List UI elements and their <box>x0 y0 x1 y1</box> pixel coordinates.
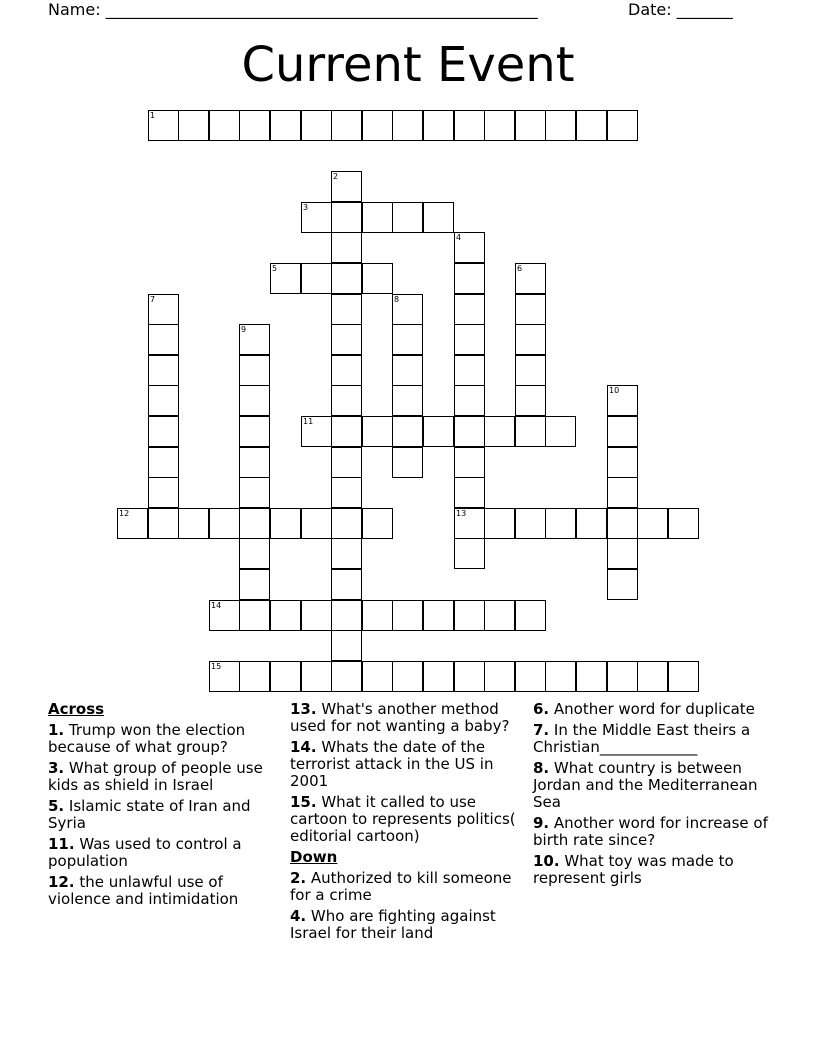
clue-across-12: 12. the unlawful use of violence and intimidation <box>48 873 239 908</box>
grid-cell[interactable] <box>454 477 485 508</box>
grid-cell[interactable] <box>270 661 301 692</box>
grid-cell[interactable] <box>331 294 362 325</box>
grid-cell[interactable] <box>301 263 332 294</box>
grid-cell[interactable] <box>607 538 638 569</box>
grid-cell[interactable] <box>545 110 576 141</box>
clue-across-1: 1. Trump won the election because of what group? <box>48 721 246 756</box>
grid-cell[interactable] <box>270 110 301 141</box>
clue-number: 6 <box>517 264 523 273</box>
date-label: Date: <box>628 0 677 19</box>
grid-cell[interactable] <box>270 263 301 294</box>
grid-cell[interactable] <box>117 508 148 539</box>
grid-cell[interactable] <box>392 416 423 447</box>
grid-cell[interactable] <box>637 661 668 692</box>
grid-cell[interactable] <box>148 416 179 447</box>
grid-cell[interactable] <box>331 661 362 692</box>
page-title: Current Event <box>241 37 575 93</box>
grid-cell[interactable] <box>178 508 209 539</box>
grid-cell[interactable] <box>454 600 485 631</box>
grid-cell[interactable] <box>362 661 393 692</box>
grid-cell[interactable] <box>392 355 423 386</box>
grid-cell[interactable] <box>545 416 576 447</box>
grid-cell[interactable] <box>423 416 454 447</box>
grid-cell[interactable] <box>392 202 423 233</box>
clue-number: 1 <box>150 111 156 120</box>
clue-number: 10 <box>609 386 620 395</box>
grid-cell[interactable] <box>239 508 270 539</box>
clue-down-9: 9. Another word for increase of birth rate since? <box>533 814 768 849</box>
grid-cell[interactable] <box>545 508 576 539</box>
grid-cell[interactable] <box>607 508 638 539</box>
grid-cell[interactable] <box>668 508 699 539</box>
grid-cell[interactable] <box>178 110 209 141</box>
grid-cell[interactable] <box>454 538 485 569</box>
clue-number: 9 <box>241 325 247 334</box>
grid-cell[interactable] <box>331 355 362 386</box>
grid-cell[interactable] <box>331 324 362 355</box>
grid-cell[interactable] <box>454 232 485 263</box>
grid-cell[interactable] <box>423 202 454 233</box>
grid-cell[interactable] <box>301 110 332 141</box>
grid-cell[interactable] <box>392 110 423 141</box>
grid-cell[interactable] <box>239 385 270 416</box>
grid-cell[interactable] <box>331 416 362 447</box>
grid-cell[interactable] <box>576 110 607 141</box>
grid-cell[interactable] <box>331 477 362 508</box>
clue-number: 3 <box>303 203 309 212</box>
grid-cell[interactable] <box>607 447 638 478</box>
grid-cell[interactable] <box>331 447 362 478</box>
grid-cell[interactable] <box>331 232 362 263</box>
grid-cell[interactable] <box>362 110 393 141</box>
clue-across-15: 15. What it called to use cartoon to represents politics( editorial cartoon) <box>290 793 516 845</box>
grid-cell[interactable] <box>454 416 485 447</box>
grid-cell[interactable] <box>239 477 270 508</box>
grid-cell[interactable] <box>515 661 546 692</box>
clue-number: 12 <box>119 509 130 518</box>
grid-cell[interactable] <box>331 263 362 294</box>
grid-cell[interactable] <box>209 508 240 539</box>
grid-cell[interactable] <box>607 385 638 416</box>
grid-cell[interactable] <box>270 600 301 631</box>
grid-cell[interactable] <box>362 508 393 539</box>
grid-cell[interactable] <box>637 508 668 539</box>
name-label: Name: <box>48 0 106 19</box>
across-heading: Across <box>48 700 105 718</box>
grid-cell[interactable] <box>515 294 546 325</box>
clue-down-2: 2. Authorized to kill someone for a crime <box>290 869 512 904</box>
grid-cell[interactable] <box>331 202 362 233</box>
grid-cell[interactable] <box>515 324 546 355</box>
grid-cell[interactable] <box>484 508 515 539</box>
grid-cell[interactable] <box>454 294 485 325</box>
grid-cell[interactable] <box>423 600 454 631</box>
grid-cell[interactable] <box>239 538 270 569</box>
clue-down-7: 7. In the Middle East theirs a Christian_____________ <box>533 721 751 756</box>
grid-cell[interactable] <box>331 538 362 569</box>
grid-cell[interactable] <box>148 447 179 478</box>
grid-cell[interactable] <box>331 600 362 631</box>
clue-number: 13 <box>456 509 467 518</box>
grid-cell[interactable] <box>362 416 393 447</box>
clue-number: 7 <box>150 295 156 304</box>
clue-across-11: 11. Was used to control a population <box>48 835 242 870</box>
grid-cell[interactable] <box>484 600 515 631</box>
clue-down-8: 8. What country is between Jordan and the Mediterranean Sea <box>533 759 758 811</box>
grid-cell[interactable] <box>454 263 485 294</box>
grid-cell[interactable] <box>423 661 454 692</box>
grid-cell[interactable] <box>454 385 485 416</box>
grid-cell[interactable] <box>515 508 546 539</box>
grid-cell[interactable] <box>148 477 179 508</box>
clue-column-1 <box>48 701 284 912</box>
grid-cell[interactable] <box>270 508 301 539</box>
clue-number: 5 <box>272 264 278 273</box>
clue-down-10: 10. What toy was made to represent girls <box>533 852 734 887</box>
grid-cell[interactable] <box>515 600 546 631</box>
grid-cell[interactable] <box>148 294 179 325</box>
clue-down-6: 6. Another word for duplicate <box>533 700 755 718</box>
clue-across-13: 13. What's another method used for not wanting a baby? <box>290 700 510 735</box>
grid-cell[interactable] <box>607 416 638 447</box>
clue-across-5: 5. Islamic state of Iran and Syria <box>48 797 251 832</box>
grid-cell[interactable] <box>484 416 515 447</box>
grid-cell[interactable] <box>209 110 240 141</box>
grid-cell[interactable] <box>454 661 485 692</box>
grid-cell[interactable] <box>148 110 179 141</box>
grid-cell[interactable] <box>331 508 362 539</box>
grid-cell[interactable] <box>239 600 270 631</box>
grid-cell[interactable] <box>239 324 270 355</box>
grid-cell[interactable] <box>607 477 638 508</box>
grid-cell[interactable] <box>148 355 179 386</box>
grid-cell[interactable] <box>331 385 362 416</box>
clue-number: 2 <box>333 172 339 181</box>
clue-column-2 <box>290 701 526 946</box>
grid-cell[interactable] <box>392 600 423 631</box>
grid-cell[interactable] <box>362 202 393 233</box>
grid-cell[interactable] <box>454 355 485 386</box>
grid-cell[interactable] <box>484 661 515 692</box>
grid-cell[interactable] <box>515 416 546 447</box>
grid-cell[interactable] <box>484 110 515 141</box>
grid-cell[interactable] <box>239 661 270 692</box>
grid-cell[interactable] <box>362 600 393 631</box>
clue-across-3: 3. What group of people use kids as shield in Israel <box>48 759 263 794</box>
grid-cell[interactable] <box>239 416 270 447</box>
grid-cell[interactable] <box>454 324 485 355</box>
grid-cell[interactable] <box>148 508 179 539</box>
grid-cell[interactable] <box>209 600 240 631</box>
grid-cell[interactable] <box>301 202 332 233</box>
grid-cell[interactable] <box>331 171 362 202</box>
grid-cell[interactable] <box>607 110 638 141</box>
grid-cell[interactable] <box>301 416 332 447</box>
grid-cell[interactable] <box>515 110 546 141</box>
date-line[interactable]: _______ <box>676 0 733 19</box>
grid-cell[interactable] <box>239 110 270 141</box>
clue-down-4: 4. Who are fighting against Israel for their land <box>290 907 496 942</box>
name-line[interactable]: ______________________________________________________ <box>105 0 538 19</box>
grid-cell[interactable] <box>148 385 179 416</box>
grid-cell[interactable] <box>239 447 270 478</box>
grid-cell[interactable] <box>545 661 576 692</box>
clue-number: 15 <box>211 662 222 671</box>
down-heading: Down <box>290 848 338 866</box>
grid-cell[interactable] <box>148 324 179 355</box>
grid-cell[interactable] <box>576 661 607 692</box>
grid-cell[interactable] <box>301 600 332 631</box>
clue-number: 11 <box>303 417 314 426</box>
grid-cell[interactable] <box>331 569 362 600</box>
clue-number: 8 <box>394 295 400 304</box>
clue-column-3 <box>533 701 769 891</box>
grid-cell[interactable] <box>362 263 393 294</box>
grid-cell[interactable] <box>607 661 638 692</box>
grid-cell[interactable] <box>392 385 423 416</box>
grid-cell[interactable] <box>454 110 485 141</box>
grid-cell[interactable] <box>668 661 699 692</box>
grid-cell[interactable] <box>331 110 362 141</box>
grid-cell[interactable] <box>301 508 332 539</box>
grid-cell[interactable] <box>454 508 485 539</box>
clue-number: 4 <box>456 233 462 242</box>
grid-cell[interactable] <box>392 447 423 478</box>
grid-cell[interactable] <box>392 294 423 325</box>
grid-cell[interactable] <box>607 569 638 600</box>
grid-cell[interactable] <box>301 661 332 692</box>
clue-number: 14 <box>211 601 222 610</box>
grid-cell[interactable] <box>515 263 546 294</box>
grid-cell[interactable] <box>239 355 270 386</box>
grid-cell[interactable] <box>454 447 485 478</box>
grid-cell[interactable] <box>515 355 546 386</box>
grid-cell[interactable] <box>209 661 240 692</box>
grid-cell[interactable] <box>423 110 454 141</box>
grid-cell[interactable] <box>331 630 362 661</box>
grid-cell[interactable] <box>576 508 607 539</box>
grid-cell[interactable] <box>392 661 423 692</box>
clue-across-14: 14. Whats the date of the terrorist attack in the US in 2001 <box>290 738 494 790</box>
grid-cell[interactable] <box>515 385 546 416</box>
grid-cell[interactable] <box>392 324 423 355</box>
grid-cell[interactable] <box>239 569 270 600</box>
